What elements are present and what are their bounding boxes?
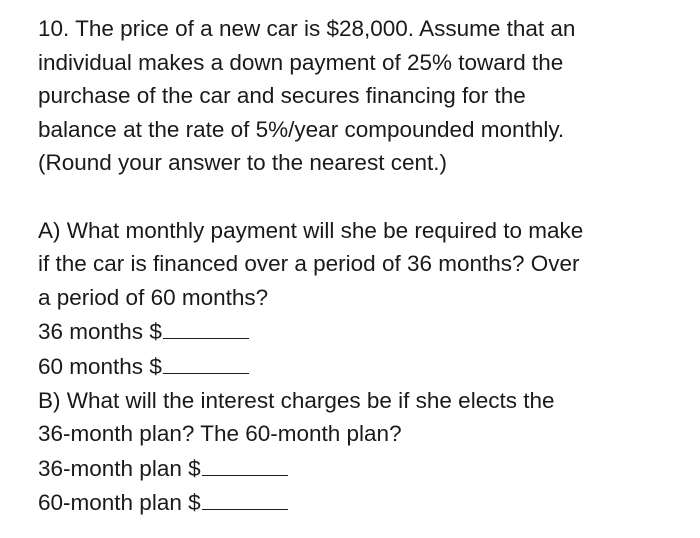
question-line: purchase of the car and secures financing for the [38,83,526,109]
question-line: individual makes a down payment of 25% toward the [38,49,564,75]
paragraph-spacer [38,180,678,214]
question-stem [38,12,678,180]
answer-row-60-month-plan [38,485,678,520]
answer-label: 36-month plan $ [38,455,201,481]
answer-row-60-months [38,349,678,384]
question-line: (Round your answer to the nearest cent.) [38,150,447,176]
answer-blank-36-month-plan[interactable] [202,451,288,476]
part-b [38,384,678,520]
answer-label: 60-month plan $ [38,490,201,516]
answer-row-36-months [38,314,678,349]
answer-row-36-month-plan [38,451,678,486]
part-b-line: 36-month plan? The 60-month plan? [38,421,402,447]
answer-blank-60-months[interactable] [163,349,249,374]
part-a-line: a period of 60 months? [38,284,269,310]
question-line: 10. The price of a new car is $28,000. Assume that an [38,16,576,41]
answer-blank-60-month-plan[interactable] [202,485,288,510]
problem-document [38,12,678,520]
answer-blank-36-months[interactable] [163,314,249,339]
part-a [38,214,678,384]
answer-label: 60 months $ [38,353,162,379]
part-a-line: A) What monthly payment will she be required to make [38,217,584,243]
part-a-line: if the car is financed over a period of 36 months? Over [38,251,580,277]
part-b-line: B) What will the interest charges be if she elects the [38,387,555,413]
question-line: balance at the rate of 5%/year compounded monthly. [38,116,565,142]
answer-label: 36 months $ [38,319,162,345]
